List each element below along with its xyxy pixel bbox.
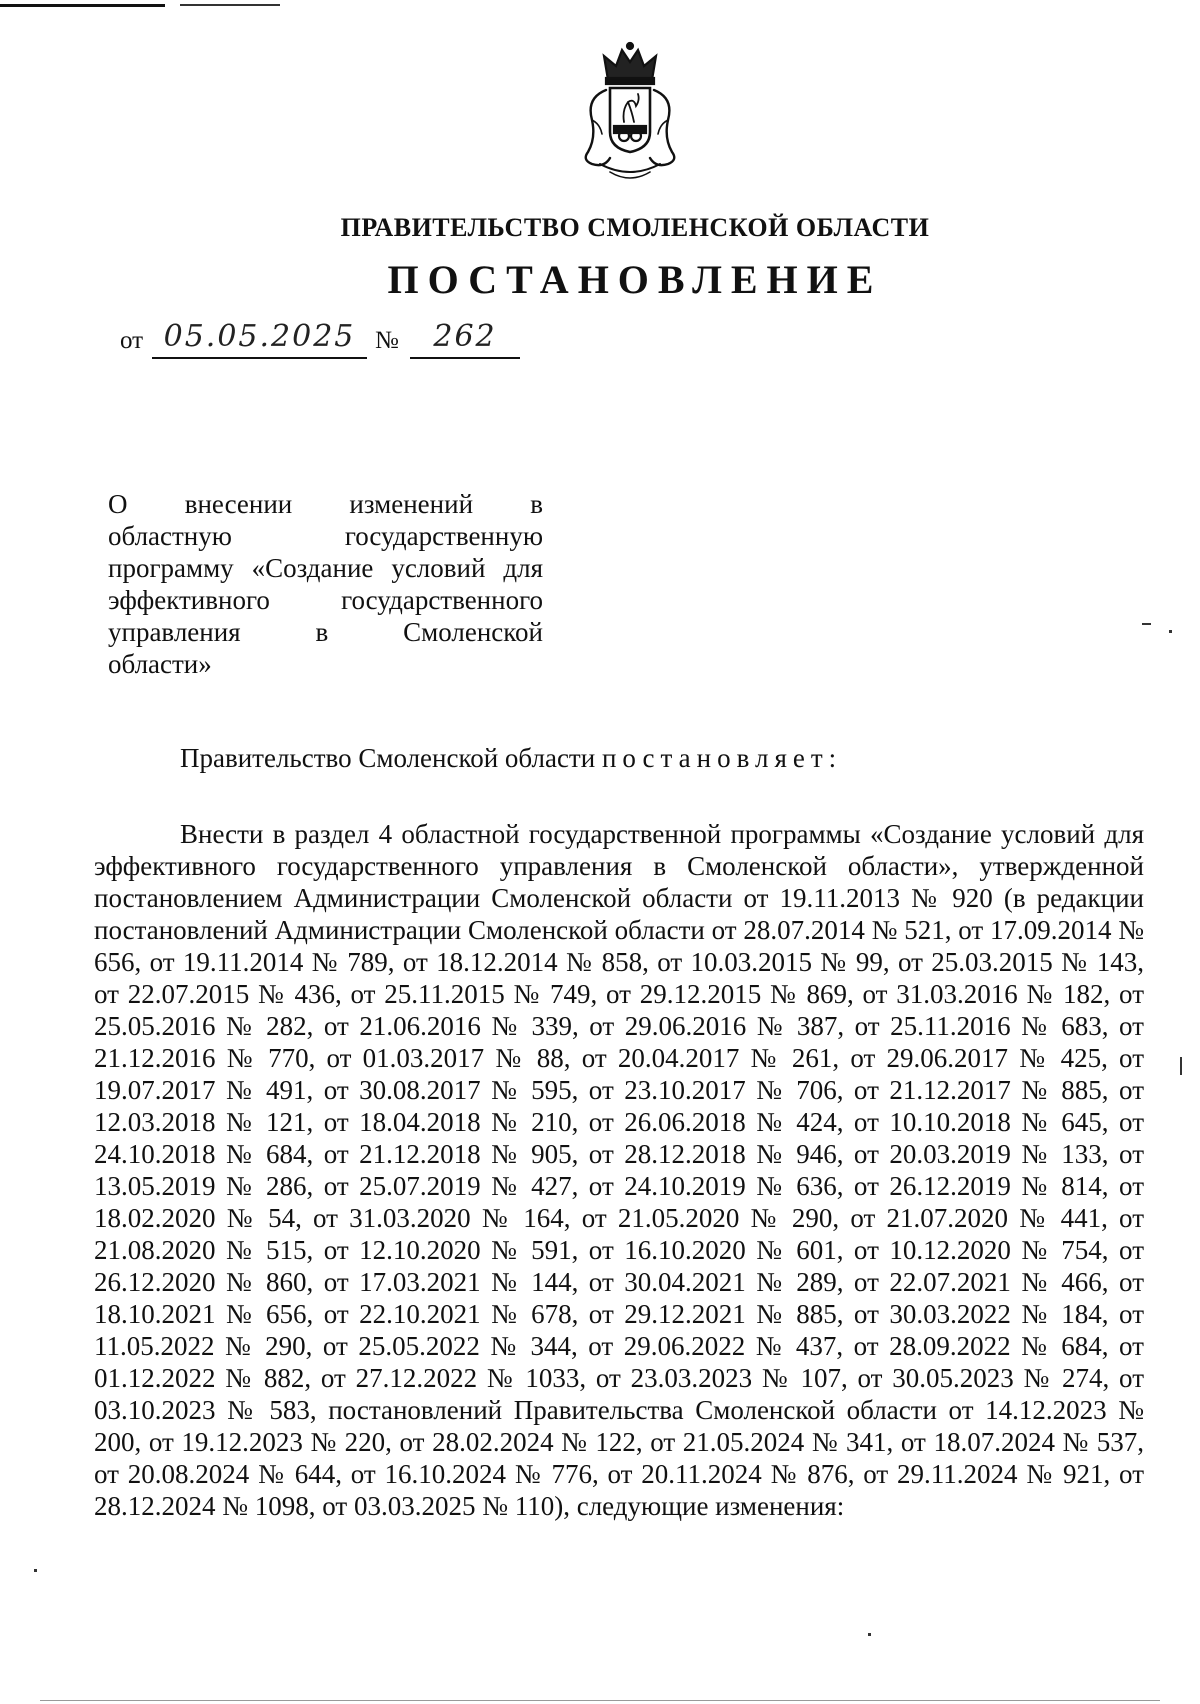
scan-speck xyxy=(1169,630,1172,633)
preamble-spaced-word: постановляет: xyxy=(601,743,843,773)
scan-edge-mark xyxy=(0,4,165,7)
scan-speck xyxy=(1180,1057,1182,1075)
scan-edge-mark xyxy=(40,1700,1160,1701)
date-label: от xyxy=(120,327,144,354)
number-label: № xyxy=(375,327,399,354)
preamble-text: Правительство Смоленской области xyxy=(180,743,596,773)
subject-line: области» xyxy=(108,649,212,679)
subject-line: управления в Смоленской xyxy=(108,617,543,647)
number-underline xyxy=(410,357,520,359)
subject-line: программу «Создание условий для xyxy=(108,553,543,583)
scan-speck xyxy=(34,1569,37,1572)
date-number-line xyxy=(120,319,540,365)
body-paragraph: Внести в раздел 4 областной государственной программы «Создание условий для эффективного государственного управления в Смоленской области», утвержденной постановлением Администрации Смоленской области от 19.11.2013 № 920 (в редакции постановлений Администрации Смоленской области от 28.07.2014 № 521, от 17.09.2014 № 656, от 19.11.2014 № 789, от 18.12.2014 № 858, от 10.03.2015 № 99, от 25.03.2015 № 143, от 22.07.2015 № 436, от 25.11.2015 № 749, от 29.12.2015 № 869, от 31.03.2016 № 182, от 25.05.2016 № 282, от 21.06.2016 № 339, от 29.06.2016 № 387, от 25.11.2016 № 683, от 21.12.2016 № 770, от 01.03.2017 № 88, от 20.04.2017 № 261, от 29.06.2017 № 425, от 19.07.2017 № 491, от 30.08.2017 № 595, от 23.10.2017 № 706, от 21.12.2017 № 885, от 12.03.2018 № 121, от 18.04.2018 № 210, от 26.06.2018 № 424, от 10.10.2018 № 645, от 24.10.2018 № 684, от 21.12.2018 № 905, от 28.12.2018 № 946, от 20.03.2019 № 133, от 13.05.2019 № 286, от 25.07.2019 № 427, от 24.10.2019 № 636, от 26.12.2019 № 814, от 18.02.2020 № 54, от 31.03.2020 № 164, от 21.05.2020 № 290, от 21.07.2020 № 441, от 21.08.2020 № 515, от 12.10.2020 № 591, от 16.10.2020 № 601, от 10.12.2020 № 754, от 26.12.2020 № 860, от 17.03.2021 № 144, от 30.04.2021 № 289, от 22.07.2021 № 466, от 18.10.2021 № 656, от 22.10.2021 № 678, от 29.12.2021 № 885, от 30.03.2022 № 184, от 11.05.2022 № 290, от 25.05.2022 № 344, от 29.06.2022 № 437, от 28.09.2022 № 684, от 01.12.2022 № 882, от 27.12.2022 № 1033, от 23.03.2023 № 107, от 30.05.2023 № 274, от 03.10.2023 № 583, постановлений Правительства Смоленской области от 14.12.2023 № 200, от 19.12.2023 № 220, от 28.02.2024 № 122, от 21.05.2024 № 341, от 18.07.2024 № 537, от 20.08.2024 № 644, от 16.10.2024 № 776, от 20.11.2024 № 876, от 29.11.2024 № 921, от 28.12.2024 № 1098, от 03.03.2025 № 110), следующие изменения: xyxy=(94,819,1144,1521)
subject-line: областную государственную xyxy=(108,521,543,551)
scan-speck xyxy=(1142,623,1151,625)
subject-line: О внесении изменений в xyxy=(108,489,543,519)
document-type: ПОСТАНОВЛЕНИЕ xyxy=(387,257,883,302)
coat-of-arms-icon xyxy=(570,40,690,190)
scan-speck xyxy=(868,1633,871,1636)
scan-edge-mark xyxy=(180,4,280,6)
date-underline xyxy=(152,357,367,359)
document-subject xyxy=(108,488,543,680)
subject-line: эффективного государственного xyxy=(108,585,543,615)
government-name: ПРАВИТЕЛЬСТВО СМОЛЕНСКОЙ ОБЛАСТИ xyxy=(340,213,930,242)
preamble xyxy=(180,742,842,774)
handwritten-date: 05.05.2025 xyxy=(163,319,356,354)
handwritten-number: 262 xyxy=(433,319,497,354)
